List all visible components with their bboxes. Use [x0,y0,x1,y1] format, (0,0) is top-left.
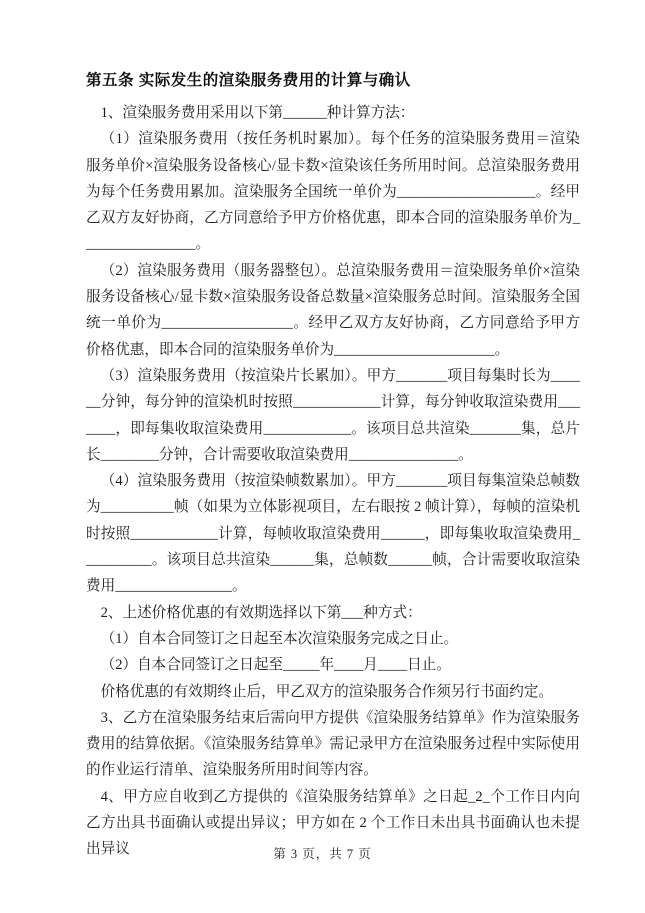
paragraph-method-1-task-machine-hours: （1）渲染服务费用（按任务机时累加）。每个任务的渲染服务费用＝渲染服务单价×渲染服务设备核心/显卡数×渲染该任务所用时间。总渲染服务费用为每个任务费用累加。渲染服务全国统一单价为___________________。经甲乙双方友好协商，乙方同意给予甲方价格优惠，即本合同的渲染服务单价为________________。 [86,131,580,253]
article-5-heading: 第五条 实际发生的渲染服务费用的计算与确认 [86,72,411,89]
paragraph-discount-validity-intro: 2、上述价格优惠的有效期选择以下第___种方式： [100,604,422,621]
page-number: 第 3 页，共 7 页 [273,847,372,861]
paragraph-confirmation-deadline: 4、甲方应自收到乙方提供的《渲染服务结算单》之日起_2_个工作日内向乙方出具书面确认或提出异议；甲方如在 2 个工作日未出具书面确认也未提出异议 [86,788,580,858]
paragraph-method-3-footage-length: （3）渲染服务费用（按渲染片长累加）。甲方_______项目每集时长为______分钟，每分钟的渲染机时按照____________计算，每分钟收取渲染费用_______，即每集收取渲染费用____________。该项目总共渲染_______集，总片长________分钟，合计需要收取渲染费用_______________。 [86,367,580,463]
paragraph-settlement-statement: 3、乙方在渲染服务结束后需向甲方提供《渲染服务结算单》作为渲染服务费用的结算依据。《渲染服务结算单》需记录甲方在渲染服务过程中实际使用的作业运行清单、渲染服务所用时间等内容。 [86,709,580,779]
contract-page-body [86,71,580,863]
paragraph-validity-option-2: （2）自本合同签订之日起至_____年____月____日止。 [100,657,451,674]
paragraph-validity-option-1: （1）自本合同签订之日起至本次渲染服务完成之日止。 [100,630,459,647]
paragraph-validity-termination-note: 价格优惠的有效期终止后，甲乙双方的渲染服务合作须另行书面约定。 [100,683,554,700]
paragraph-calculation-method-intro: 1、渲染服务费用采用以下第______种计算方法： [100,105,415,121]
paragraph-method-2-server-package: （2）渲染服务费用（服务器整包）。总渲染服务费用＝渲染服务单价×渲染服务设备核心/显卡数×渲染服务设备总数量×渲染服务总时间。渲染服务全国统一单价为__________________。经甲乙双方友好协商，乙方同意给予甲方价格优惠，即本合同的渲染服务单价为______________________。 [86,262,580,358]
paragraph-method-4-frame-count: （4）渲染服务费用（按渲染帧数累加）。甲方_______项目每集渲染总帧数为__________帧（如果为立体影视项目，左右眼按 2 帧计算），每帧的渲染机时按照____________计算，每帧收取渲染费用______，即每集收取渲染费用__________。该项目总共渲染______集，总帧数______帧，合计需要收取渲染费用________________。 [86,473,580,595]
